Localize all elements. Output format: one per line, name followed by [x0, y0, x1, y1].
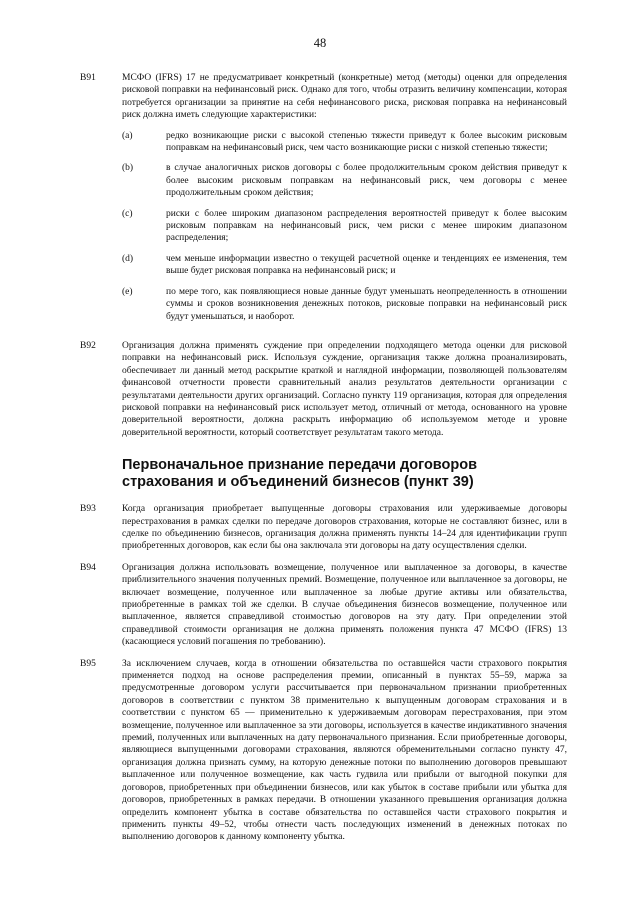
paragraph-label: B92	[80, 340, 96, 351]
list-item	[122, 208, 567, 245]
list-item-label: (a)	[122, 130, 133, 141]
page-number: 48	[313, 36, 327, 50]
paragraph-label: B93	[80, 504, 96, 515]
list-item-label: (b)	[122, 163, 134, 174]
paragraph-text: МСФО (IFRS) 17 не предусматривает конкретный (конкретные) метод (методы) оценки для определения рисковой поправки на нефинансовый риск. Однако для того, чтобы отразить величину компенсации, которая потребуется организации за принятие на себя нефинансового риска, рисковая поправка на нефинансовый риск должна иметь следующие характеристики:	[122, 73, 567, 121]
list-item	[122, 130, 567, 155]
list-item	[122, 286, 567, 323]
list-item-label: (c)	[122, 208, 133, 219]
list-item-text: в случае аналогичных рисков договоры с более продолжительным сроком действия приведут к более высоким рисковым поправкам на нефинансовый риск, чем договоры с менее продолжительным сроком действия;	[166, 163, 567, 199]
list-item	[122, 162, 567, 199]
paragraph-b94	[80, 562, 567, 649]
paragraph-body	[122, 72, 567, 331]
paragraph-label: B95	[80, 658, 96, 669]
list-item-text: чем меньше информации известно о текущей расчетной оценке и тенденциях ее изменения, тем выше будет рисковая поправка на нефинансовый риск; и	[166, 253, 567, 277]
paragraph-b91	[80, 72, 567, 331]
list-item-text: редко возникающие риски с высокой степенью тяжести приведут к более высоким рисковым поправкам на нефинансовый риск, чем часто возникающие риски с низкой степенью тяжести;	[166, 130, 567, 154]
list-item-label: (e)	[122, 286, 133, 297]
list-item	[122, 253, 567, 278]
document-body	[80, 72, 567, 853]
paragraph-b95	[80, 658, 567, 844]
characteristics-list	[122, 130, 567, 323]
paragraph-label: B91	[80, 73, 96, 83]
list-item-label: (d)	[122, 253, 134, 264]
paragraph-text: Организация должна использовать возмещение, полученное или выплаченное за договоры, в качестве приблизительного значения полученных премий. Возмещение, полученное или выплаченное за договоры, не включает возмещение, полученное или выплаченное за любые другие активы или обязательства, приобретенные в рамках той же сделки. В случае объединения бизнесов возмещение, полученное или выплаченное, является справедливой стоимостью договоров на эту дату. При определении этой справедливой стоимости организация не должна применять положения пункта 47 МСФО (IFRS) 13 (касающиеся условий погашения по требованию).	[122, 562, 567, 648]
list-item-text: по мере того, как появляющиеся новые данные будут уменьшать неопределенность в отношении суммы и сроков возникновения денежных потоков, рисковые поправки на нефинансовый риск будут уменьшаться, и наоборот.	[166, 286, 567, 322]
paragraph-label: B94	[80, 562, 96, 573]
paragraph-b92	[80, 340, 567, 439]
paragraph-text: Когда организация приобретает выпущенные договоры страхования или удерживаемые договоры перестрахования в рамках сделки по передаче договоров страхования, которые не составляют бизнес, или в сделке по объединению бизнесов, организация должна применять пункты 14–24 для идентификации групп приобретенных договоров, как если бы она заключала эти договоры на дату осуществления сделки.	[122, 504, 567, 552]
paragraph-b93	[80, 503, 567, 553]
list-item-text: риски с более широким диапазоном распределения вероятностей приведут к более высоким рисковым поправкам на нефинансовый риск, чем риски с менее широким диапазоном распределения;	[166, 208, 567, 244]
section-heading: Первоначальное признание передачи договоров страхования и объединений бизнесов (пункт 39)	[122, 457, 478, 491]
paragraph-text: Организация должна применять суждение при определении подходящего метода оценки для рисковой поправки на нефинансовый риск. Используя суждение, организация также должна проанализировать, обеспечивает ли данный метод раскрытие краткой и наглядной информации, позволяющей пользователям финансовой отчетности провести сравнительный анализ результатов деятельности организации с результатами деятельности других организаций. Согласно пункту 119 организация, которая для определения рисковой поправки на нефинансовый риск использует метод, отличный от метода, основанного на уровне доверительной вероятности, должна раскрыть информацию об используемом методе и уровне доверительной вероятности, который соответствует результатам такого метода.	[122, 340, 567, 438]
paragraph-text: За исключением случаев, когда в отношении обязательства по оставшейся части страхового покрытия применяется подход на основе распределения премии, описанный в пунктах 55–59, маржа за предусмотренные договором услуги рассчитывается при первоначальном признании приобретенных договоров в соответствии с пунктом 38 применительно к выпущенным договорам страхования и в соответствии с пунктом 65 — применительно к удерживаемым договорам перестрахования, при этом возмещение, полученное или выплаченное за эти договоры, используется в качестве индикативного значения премий, полученных или выплаченных на дату первоначального признания. Если приобретенные договоры, являющиеся выпущенными договорами страхования, являются обременительными согласно пункту 47, организация должна признать сумму, на которую денежные потоки по выполнению договоров превышают выплаченное или полученное возмещение, как часть гудвила или прибыли от выгодной покупки для договоров, приобретенных при объединении бизнесов, или как убыток в составе прибыли или убытка для договоров, приобретенных в рамках передачи. В отношении указанного превышения организация должна определить компонент убытка в составе обязательства по оставшейся части страхового покрытия и применить пункты 49–52, чтобы отнести часть последующих изменений в денежных потоках по выполнению договоров к данному компоненту убытка.	[122, 658, 567, 843]
